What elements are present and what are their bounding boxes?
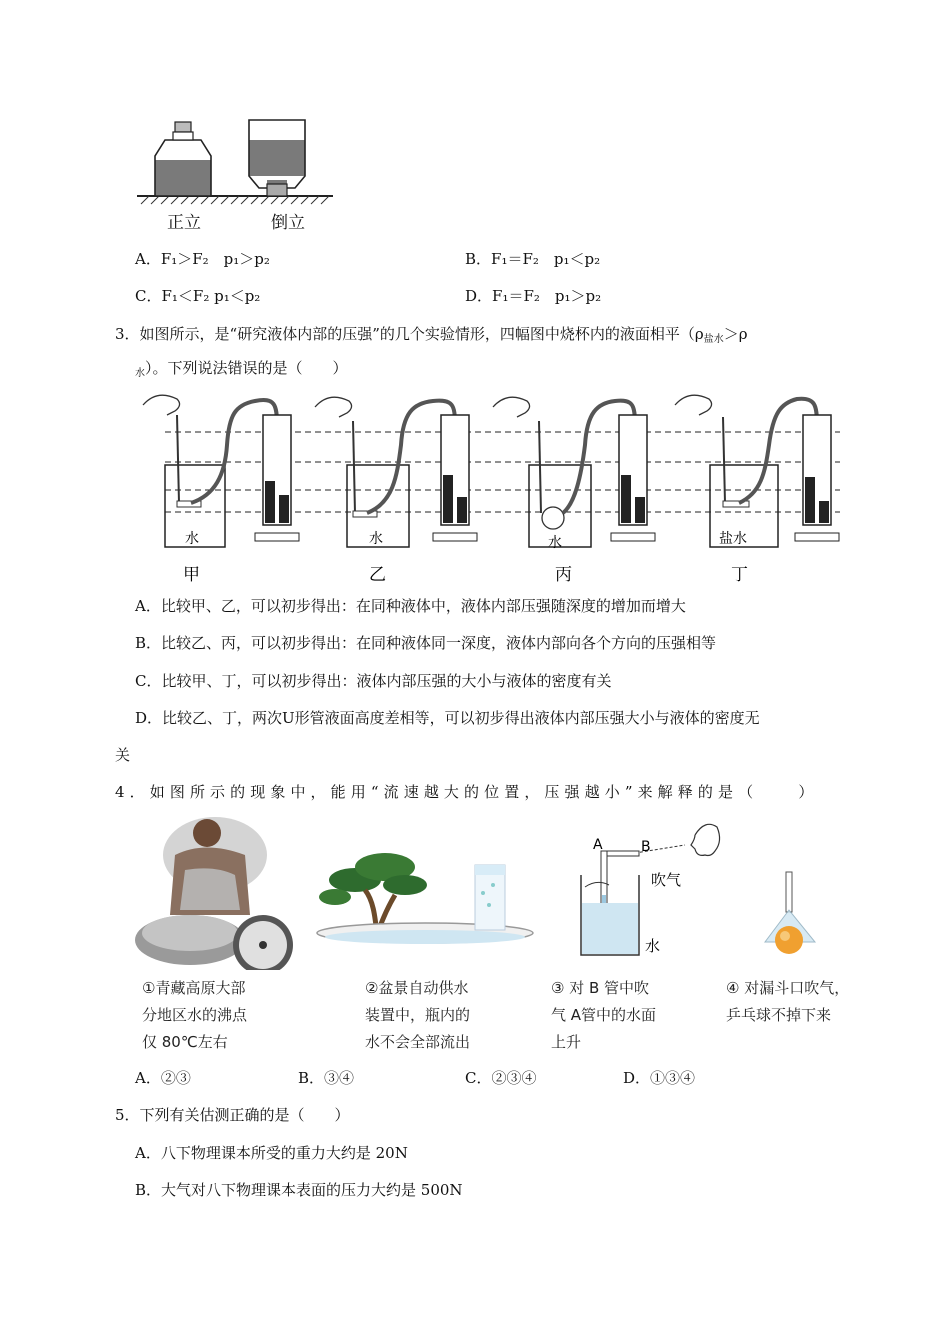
tube-b-label: B <box>641 839 651 855</box>
q5-stem: 5．下列有关估测正确的是（ ） <box>115 1106 350 1124</box>
q4-figure-1-cooking <box>135 815 305 970</box>
setup-ding <box>675 395 839 547</box>
q4-figure-2-bonsai <box>315 845 550 955</box>
q4-figure-4-funnel <box>745 870 835 955</box>
option-letter: D． <box>465 287 493 305</box>
q4-option-a[interactable]: A．②③ <box>135 1069 191 1087</box>
blow-label: 吹气 <box>651 871 682 889</box>
q3-stem: 3．如图所示，是“研究液体内部的压强”的几个实验情形，四幅图中烧杯内的液面相平（$\rho_{盐水}>\rho$ <box>115 325 748 345</box>
inverted-label: 倒立 <box>271 213 305 233</box>
option-text: F₁＝F₂ p₁＜p₂ <box>491 250 601 268</box>
q5-option-b[interactable]: B．大气对八下物理课本表面的压力大约是 500N <box>135 1181 463 1199</box>
q3-option-d-wrap: 关 <box>115 746 131 764</box>
caption-3: ③ 对 B 管中吹 气 A管中的水面 上升 <box>551 979 657 1051</box>
q4-option-b[interactable]: B．③④ <box>298 1069 355 1087</box>
beaker-label: 盐水 <box>719 531 747 547</box>
beaker-label: 水 <box>369 531 383 547</box>
upright-label: 正立 <box>167 213 201 233</box>
bottles-figure <box>135 118 335 236</box>
inverted-bottle <box>249 140 305 176</box>
beaker-label: 水 <box>185 531 199 547</box>
upright-bottle <box>155 160 211 196</box>
option-text: F₁＞F₂ p₁＞p₂ <box>160 250 270 268</box>
option-letter: C． <box>135 287 162 305</box>
q2-option-c[interactable] <box>135 286 260 306</box>
pressure-experiment-figure <box>135 385 850 590</box>
fig-label-ding: 丁 <box>731 565 748 585</box>
q2-option-b[interactable] <box>465 249 600 269</box>
caption-4: ④ 对漏斗口吹气， 乒乓球不掉下来 <box>726 979 850 1024</box>
option-letter: A． <box>135 250 161 268</box>
caption-2: ②盆景自动供水 装置中，瓶内的 水不会全部流出 <box>365 979 471 1051</box>
beaker-label: 水 <box>548 535 562 551</box>
q3-option-b[interactable]: B．比较乙、丙，可以初步得出：在同种液体同一深度，液体内部向各个方向的压强相等 <box>135 634 717 652</box>
option-letter: B． <box>465 250 492 268</box>
option-text: F₁＝F₂ p₁＞p₂ <box>492 287 602 305</box>
q3-option-d[interactable]: D．比较乙、丁，两次U形管液面高度差相等，可以初步得出液体内部压强大小与液体的密度无 <box>135 709 760 727</box>
q5-option-a[interactable]: A．八下物理课本所受的重力大约是 20N <box>135 1144 408 1162</box>
setup-yi <box>315 397 477 547</box>
q3-stem-cont: $_水$）。下列说法错误的是（ ） <box>135 359 348 379</box>
water-label: 水 <box>645 937 661 955</box>
caption-1: ①青藏高原大部 分地区水的沸点 仅 80℃左右 <box>142 979 248 1051</box>
tube-a-label: A <box>593 837 603 853</box>
q3-option-a[interactable]: A．比较甲、乙，可以初步得出：在同种液体中，液体内部压强随深度的增加而增大 <box>135 597 686 615</box>
q2-option-d[interactable] <box>465 286 601 306</box>
q4-figure-3-tubes <box>565 815 760 965</box>
q4-stem: 4．如图所示的现象中，能用“流速越大的位置，压强越小”来解释的是（ ） <box>115 783 819 801</box>
fig-label-bing: 丙 <box>555 565 572 585</box>
q3-option-c[interactable]: C．比较甲、丁，可以初步得出：液体内部压强的大小与液体的密度有关 <box>135 672 612 690</box>
q4-option-d[interactable]: D．①③④ <box>623 1069 696 1087</box>
fig-label-yi: 乙 <box>369 565 386 585</box>
q4-option-c[interactable]: C．②③④ <box>465 1069 537 1087</box>
setup-jia <box>143 395 299 547</box>
setup-bing <box>493 397 655 547</box>
fig-label-jia: 甲 <box>183 565 200 585</box>
q2-option-a[interactable] <box>135 249 270 269</box>
option-text: F₁＜F₂ p₁＜p₂ <box>161 287 261 305</box>
